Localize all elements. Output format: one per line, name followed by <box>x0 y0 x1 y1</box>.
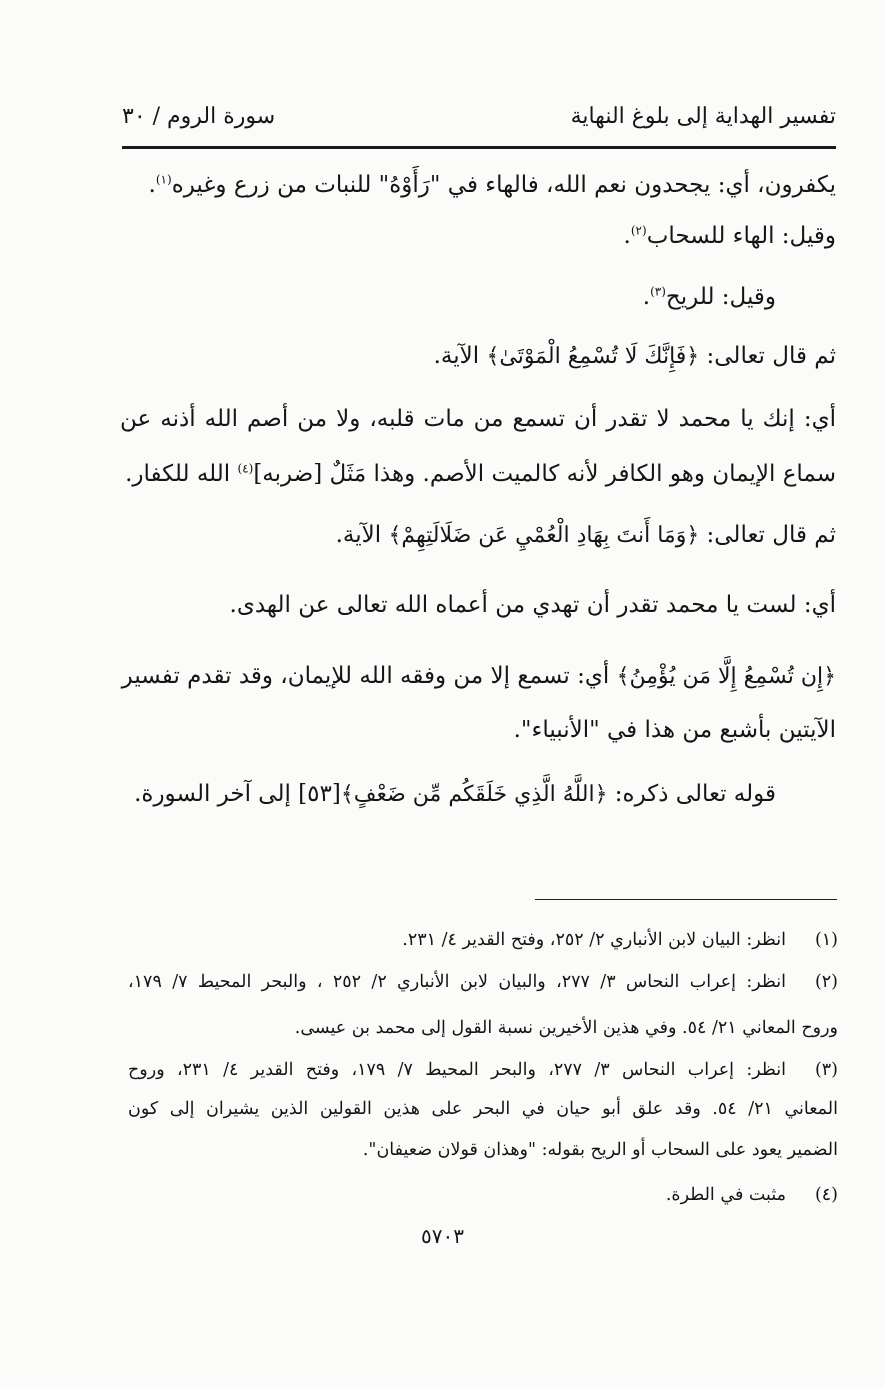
footnote-number: (٢) <box>814 972 838 992</box>
footnote-text: انظر: البيان لابن الأنباري ٢/ ٢٥٢، وفتح القدير ٤/ ٢٣١. <box>402 930 786 950</box>
footnote-number: (٣) <box>814 1060 838 1080</box>
quran-verse-1: ﴿فَإِنَّكَ لَا تُسْمِعُ الْمَوْتَىٰ﴾ <box>486 344 700 369</box>
body-line-7: ثم قال تعالى: ﴿وَمَا أَنتَ بِهَادِ الْعُمْيِ عَن ضَلَالَتِهِمْ﴾ الآية. <box>335 522 836 548</box>
footnote-number: (٤) <box>814 1185 838 1205</box>
body-line-1: يكفرون، أي: يجحدون نعم الله، فالهاء في "رَأَوْهُ" للنبات من زرع وغيره$^{(١)}$. <box>148 172 836 198</box>
footnote-text: الضمير يعود على السحاب أو الريح بقوله: "وهذان قولان ضعيفان". <box>362 1140 838 1160</box>
footnote-3 <box>128 1060 838 1180</box>
body-line-2: وقيل: الهاء للسحاب$^{(٢)}$. <box>623 223 836 249</box>
footnote-ref-3: (٣) <box>650 284 666 299</box>
footnote-text: انظر: إعراب النحاس ٣/ ٢٧٧، والبيان لابن الأنباري ٢/ ٢٥٢ ، والبحر المحيط ٧/ ١٧٩، <box>128 972 786 992</box>
footnote-text: المعاني ٢١/ ٥٤. وقد علق أبو حيان في البحر على هذين القولين الذين يشيران إلى كون <box>128 1099 838 1119</box>
page-number: ٥٧٠٣ <box>421 1224 464 1248</box>
body-line-3: وقيل: للريح$^{(٣)}$. <box>642 284 776 310</box>
footnote-text: وروح المعاني ٢١/ ٥٤. وفي هذين الأخيرين نسبة القول إلى محمد بن عيسى. <box>294 1018 838 1038</box>
footnote-1 <box>128 930 838 960</box>
body-line-6: سماع الإيمان وهو الكافر لأنه كالميت الأصم. وهذا مَثَلٌ [ضربه]$^{(٤)}$ الله للكفار. <box>125 461 836 487</box>
header-rule <box>122 146 836 149</box>
footnote-ref-4: (٤) <box>237 461 254 476</box>
footnote-separator <box>535 899 837 900</box>
page-header <box>122 104 836 144</box>
footnote-ref-1: (١) <box>155 172 172 187</box>
quran-verse-4: ﴿اللَّهُ الَّذِي خَلَقَكُم مِّن ضَعْفٍ﴾ <box>340 782 608 807</box>
body-line-9: ﴿إِن تُسْمِعُ إِلَّا مَن يُؤْمِنُ﴾ أي: تسمع إلا من وفقه الله للإيمان، وقد تقدم تفسير <box>121 663 836 689</box>
body-line-10: الآيتين بأشبع من هذا في "الأنبياء". <box>513 717 836 743</box>
surah-label: سورة الروم / ٣٠ <box>122 104 276 129</box>
book-title: تفسير الهداية إلى بلوغ النهاية <box>570 104 836 129</box>
footnote-number: (١) <box>814 930 838 950</box>
body-line-11: قوله تعالى ذكره: ﴿اللَّهُ الَّذِي خَلَقَكُم مِّن ضَعْفٍ﴾[٥٣] إلى آخر السورة. <box>134 781 776 807</box>
body-line-4: ثم قال تعالى: ﴿فَإِنَّكَ لَا تُسْمِعُ الْمَوْتَىٰ﴾ الآية. <box>433 343 836 369</box>
footnote-text: مثبت في الطرة. <box>665 1185 786 1205</box>
footnote-ref-2: (٢) <box>630 223 647 238</box>
quran-verse-3: ﴿إِن تُسْمِعُ إِلَّا مَن يُؤْمِنُ﴾ <box>616 664 836 689</box>
footnote-2 <box>128 972 838 1052</box>
footnote-text: انظر: إعراب النحاس ٣/ ٢٧٧، والبحر المحيط ٧/ ١٧٩، وفتح القدير ٤/ ٢٣١، وروح <box>128 1060 786 1080</box>
footnote-4 <box>128 1185 838 1215</box>
quran-verse-2: ﴿وَمَا أَنتَ بِهَادِ الْعُمْيِ عَن ضَلَالَتِهِمْ﴾ <box>388 523 700 548</box>
body-line-5: أي: إنك يا محمد لا تقدر أن تسمع من مات قلبه، ولا من أصم الله أذنه عن <box>120 406 836 432</box>
body-line-8: أي: لست يا محمد تقدر أن تهدي من أعماه الله تعالى عن الهدى. <box>229 592 836 618</box>
